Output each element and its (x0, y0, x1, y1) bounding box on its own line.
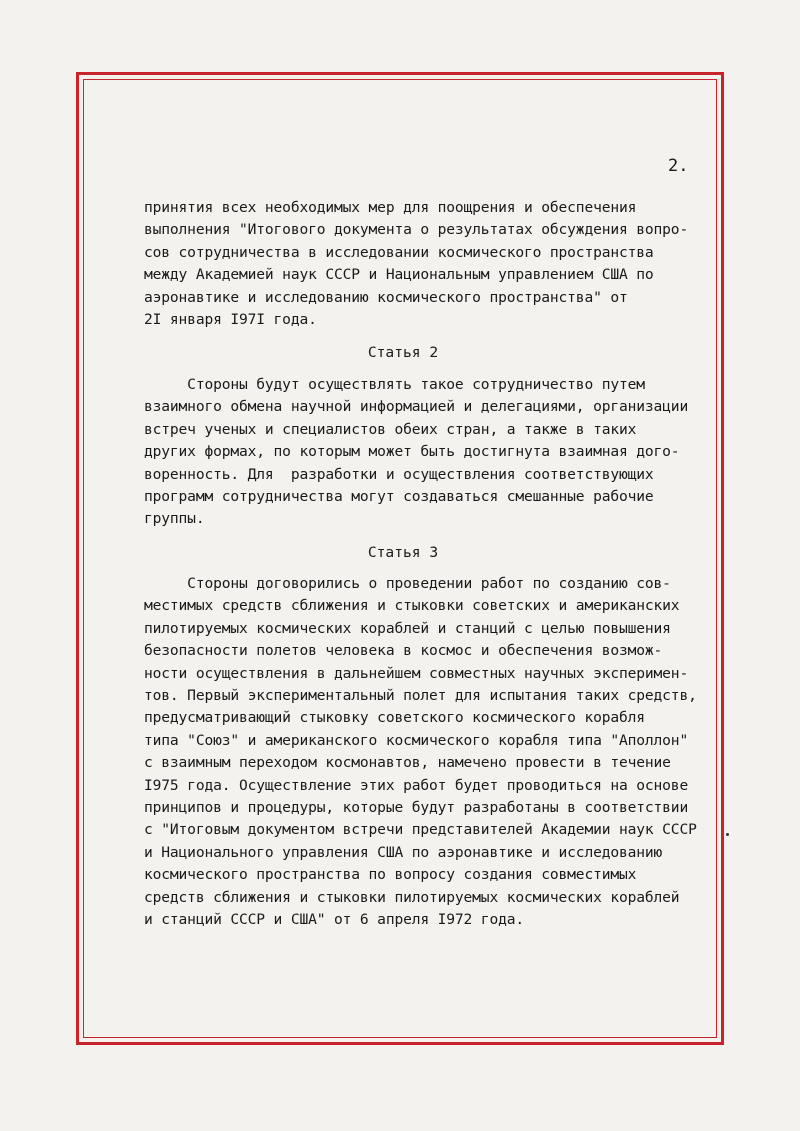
text-line: пилотируемых космических кораблей и станций с целью повышения (144, 619, 671, 637)
text-line: принципов и процедуры, которые будут разработаны в соответствии (144, 799, 689, 817)
text-line: с "Итоговым документом встречи представителей Академии наук СССР (144, 821, 697, 839)
article-2-heading: Статья 2 (367, 344, 439, 361)
text-line: сов сотрудничества в исследовании космического пространства (144, 243, 654, 261)
text-line: других формах, по которым может быть достигнута взаимная дого- (144, 443, 680, 461)
ink-dot (726, 833, 729, 836)
text-line: принятия всех необходимых мер для поощрения и обеспечения (144, 199, 637, 216)
text-line: местимых средств сближения и стыковки советских и американских (144, 597, 680, 615)
text-line: группы. (144, 510, 205, 528)
article-2-paragraph (144, 374, 714, 531)
page-number: 2. (668, 156, 689, 176)
article-3-heading: Статья 3 (367, 544, 439, 561)
text-line: между Академией наук СССР и Национальным управлением США по (144, 266, 654, 284)
text-line: предусматривающий стыковку советского космического корабля (144, 709, 645, 727)
text-line: космического пространства по вопросу создания совместимых (144, 866, 637, 884)
text-line: встреч ученых и специалистов обеих стран, а также в таких (144, 420, 637, 438)
text-line: типа "Союз" и американского космического корабля типа "Аполлон" (144, 731, 689, 749)
article-3-paragraph (144, 573, 714, 932)
text-line: взаимного обмена научной информацией и делегациями, организации (144, 398, 689, 416)
text-line: программ сотрудничества могут создаваться смешанные рабочие (144, 488, 654, 506)
text-line: Стороны договорились о проведении работ по созданию сов- (144, 575, 671, 592)
text-line: безопасности полетов человека в космос и обеспечения возмож- (144, 642, 663, 660)
text-line: I975 года. Осуществление этих работ будет проводиться на основе (144, 776, 689, 794)
text-line: и Национального управления США по аэронавтике и исследованию (144, 843, 663, 861)
text-line: воренность. Для разработки и осуществления соответствующих (144, 465, 654, 483)
text-line: средств сближения и стыковки пилотируемых космических кораблей (144, 888, 680, 906)
intro-paragraph (144, 197, 714, 331)
text-line: аэронавтике и исследованию космического пространства" от (144, 288, 628, 306)
text-line: выполнения "Итогового документа о результатах обсуждения вопро- (144, 221, 689, 239)
text-line: 2I января I97I года. (144, 311, 317, 329)
text-line: и станций СССР и США" от 6 апреля I972 года. (144, 911, 524, 929)
text-line: ности осуществления в дальнейшем совместных научных эксперимен- (144, 664, 689, 682)
text-line: Стороны будут осуществлять такое сотрудничество путем (144, 376, 645, 393)
text-line: с взаимным переходом космонавтов, намечено провести в течение (144, 754, 671, 772)
text-line: тов. Первый экспериментальный полет для испытания таких средств, (144, 687, 697, 705)
